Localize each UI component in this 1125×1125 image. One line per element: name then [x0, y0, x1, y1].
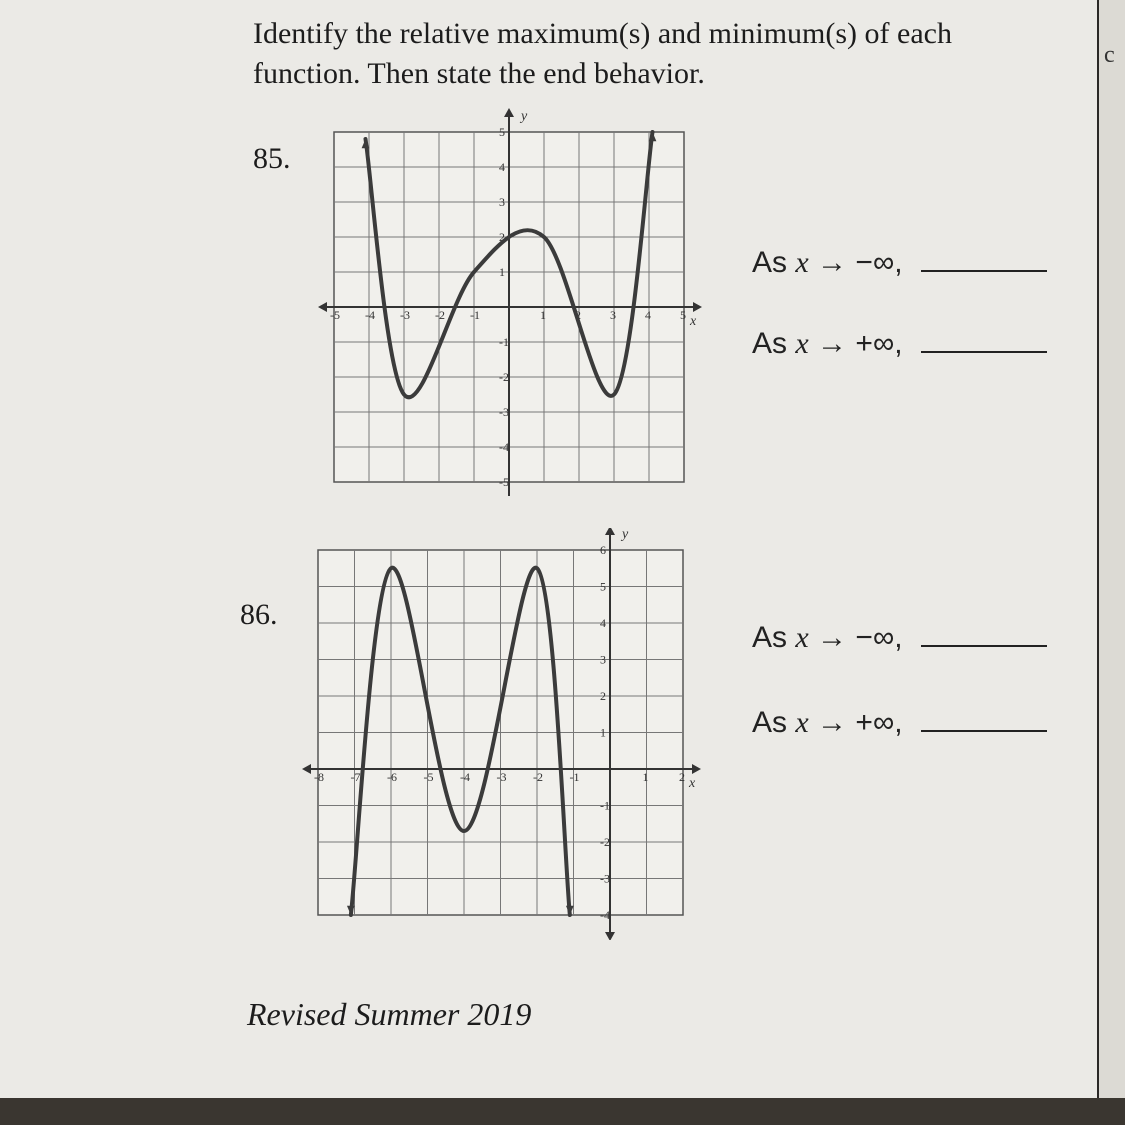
problem-86-x-tick-label: -1 [569, 770, 580, 784]
problem-86-graph [296, 528, 716, 940]
problem-85-x-tick-label: 4 [645, 308, 651, 322]
problem-85-y-tick-label: -1 [499, 335, 509, 349]
answer-limit: +∞, [855, 706, 903, 739]
answer-blank[interactable] [921, 268, 1047, 272]
problem-85-x-tick-label: -2 [435, 308, 445, 322]
footer-revision: Revised Summer 2019 [247, 996, 532, 1032]
problem-86-x-tick-label: -2 [533, 770, 543, 784]
problem-85-answer-pos-inf [752, 327, 1047, 361]
problem-86-number: 86. [240, 598, 278, 631]
problem-86-y-tick-label: 6 [600, 543, 606, 557]
arrow-icon: → [817, 621, 848, 654]
problem-86-y-tick-label: 1 [600, 725, 606, 740]
problem-86-y-tick-label: 2 [600, 689, 606, 703]
problem-86-x-tick-label: -4 [460, 770, 470, 784]
problem-85-x-tick-label: 1 [540, 308, 546, 322]
problem-86-y-tick-label: -2 [600, 835, 610, 849]
problem-86-y-tick-label: -1 [600, 798, 610, 813]
problem-86-y-tick-label: 4 [600, 616, 606, 630]
problem-85-x-tick-label: 3 [610, 308, 616, 322]
axis-arrow-icon [302, 764, 311, 774]
answer-limit: −∞, [855, 621, 903, 654]
problem-85-y-tick-label: 4 [499, 160, 505, 174]
problem-86-y-tick-label: -4 [600, 908, 610, 922]
problem-85-x-tick-label: -5 [330, 308, 340, 322]
problem-86-x-tick-label: 2 [679, 770, 685, 784]
problem-85-x-tick-label: -1 [470, 308, 480, 322]
problem-85-y-tick-label: -5 [499, 475, 509, 489]
axis-arrow-icon [692, 764, 701, 774]
answer-variable: x [795, 246, 809, 279]
axis-arrow-icon [605, 932, 615, 940]
problem-85-x-tick-label: 2 [575, 308, 581, 322]
answer-prefix: As [752, 706, 788, 739]
problem-86-x-tick-label: -3 [496, 770, 507, 784]
problem-86-x-tick-label: -6 [387, 770, 397, 784]
axis-arrow-icon [318, 302, 327, 312]
problem-85-y-tick-label: 5 [499, 125, 505, 139]
answer-variable: x [795, 706, 809, 739]
problem-85-y-axis-label: y [521, 109, 528, 124]
problem-86-x-tick-label: -8 [314, 770, 324, 784]
answer-variable: x [795, 621, 809, 654]
answer-prefix: As [752, 246, 788, 279]
problem-86-answer-neg-inf [752, 621, 1047, 655]
problem-86-y-axis-label: y [622, 528, 629, 542]
problem-85-y-tick-label: -2 [499, 370, 509, 384]
problem-85-graph [300, 104, 720, 496]
arrow-icon: → [817, 327, 848, 360]
axis-arrow-icon [605, 528, 615, 535]
problem-85-y-tick-label: 1 [499, 265, 505, 279]
problem-85-x-axis-label: x [690, 314, 697, 329]
arrow-icon: → [817, 706, 848, 739]
problem-86-y-tick-label: 5 [600, 579, 606, 594]
problem-86-y-tick-label: 3 [600, 652, 606, 667]
next-page-strip [1099, 0, 1125, 1098]
answer-variable: x [795, 327, 809, 360]
answer-blank[interactable] [921, 643, 1047, 647]
axis-arrow-icon [693, 302, 702, 312]
answer-blank[interactable] [921, 349, 1047, 353]
arrow-icon: → [817, 246, 848, 279]
problem-85-y-tick-label: -3 [499, 405, 509, 419]
problem-86-x-axis-label: x [689, 776, 696, 791]
problem-85-y-tick-label: -4 [499, 440, 509, 454]
margin-letter: c [1104, 42, 1115, 68]
answer-prefix: As [752, 327, 788, 360]
instructions: Identify the relative maximum(s) and minimum(s) of each function. Then state the end behavior. [253, 17, 952, 90]
problem-85-answer-neg-inf [752, 246, 1047, 280]
problem-85-y-tick-label: 3 [499, 195, 505, 209]
problem-86-x-tick-label: -5 [423, 770, 434, 784]
problem-86-y-tick-label: -3 [600, 871, 610, 886]
problem-85-x-tick-label: 5 [680, 308, 686, 322]
axis-arrow-icon [504, 108, 514, 117]
answer-prefix: As [752, 621, 788, 654]
answer-blank[interactable] [921, 728, 1047, 732]
problem-86-x-tick-label: 1 [642, 770, 649, 784]
answer-limit: +∞, [855, 327, 903, 360]
problem-85-x-tick-label: -3 [400, 308, 410, 322]
problem-85-x-tick-label: -4 [365, 308, 375, 322]
answer-limit: −∞, [855, 246, 903, 279]
problem-85-y-tick-label: 2 [499, 230, 505, 244]
problem-86-answer-pos-inf [752, 706, 1047, 740]
problem-85-number: 85. [253, 142, 291, 175]
problem-86-x-tick-label: -7 [350, 770, 361, 784]
